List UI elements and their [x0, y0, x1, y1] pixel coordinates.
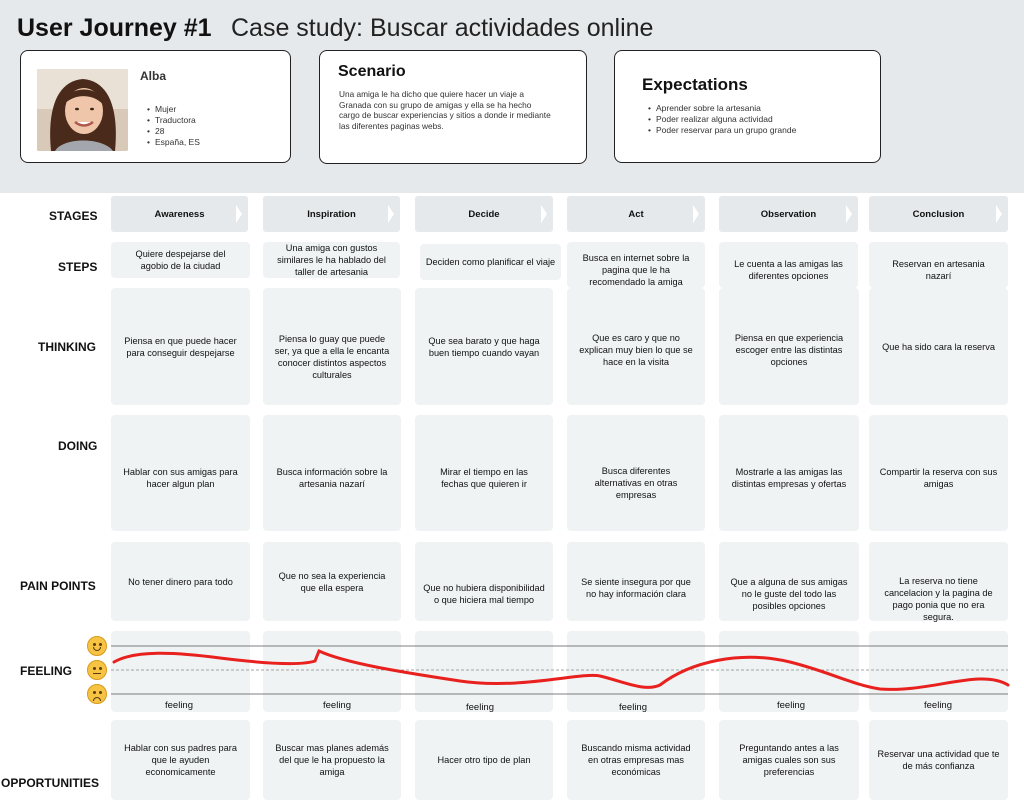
row-label-stages: STAGES — [49, 209, 98, 223]
expectations-card — [614, 50, 881, 163]
persona-gender: • Mujer — [147, 104, 200, 115]
persona-location: • España, ES — [147, 137, 200, 148]
feeling-cell-label: feeling — [924, 700, 952, 711]
step-cell: Quiere despejarse del agobio de la ciudad — [111, 242, 250, 278]
stage-act — [567, 196, 705, 232]
stage-label: Observation — [760, 208, 817, 220]
opportunity-cell: Hacer otro tipo de plan — [415, 720, 553, 800]
expectation-item: • Poder reservar para un grupo grande — [648, 125, 796, 136]
doing-cell: Mostrarle a las amigas las distintas empresas y ofertas — [719, 415, 859, 531]
pain-point-cell: Que a alguna de sus amigas no le guste del todo las posibles opciones — [719, 542, 859, 621]
row-label-doing: DOING — [58, 439, 98, 453]
persona-job: • Traductora — [147, 115, 200, 126]
doing-cell: Busca diferentes alternativas en otras empresas — [567, 415, 705, 531]
step-cell: Busca en internet sobre la pagina que le ha recomendado la amiga — [567, 242, 705, 288]
pain-point-cell: Se siente insegura por que no hay información clara — [567, 542, 705, 621]
neutral-face-icon — [87, 660, 107, 680]
thinking-cell: Que sea barato y que haga buen tiempo cuando vayan — [415, 288, 553, 405]
page-subtitle: Case study: Buscar actividades online — [231, 14, 654, 42]
expectations-list — [648, 103, 796, 136]
step-cell: Reservan en artesania nazarí — [869, 242, 1008, 288]
doing-cell: Compartir la reserva con sus amigas — [869, 415, 1008, 531]
row-label-thinking: THINKING — [38, 340, 96, 354]
feeling-curve-chart — [0, 630, 1024, 720]
feeling-cell-label: feeling — [323, 700, 351, 711]
opportunity-cell: Buscar mas planes además del que le ha propuesto la amiga — [263, 720, 401, 800]
row-label-pain-points: PAIN POINTS — [20, 579, 96, 593]
opportunity-cell: Hablar con sus padres para que le ayuden economicamente — [111, 720, 250, 800]
feeling-cell-label: feeling — [777, 700, 805, 711]
stage-observation — [719, 196, 858, 232]
opportunity-cell: Reservar una actividad que te de más confianza — [869, 720, 1008, 800]
stage-awareness — [111, 196, 248, 232]
scenario-title: Scenario — [338, 63, 406, 80]
feeling-cell-label: feeling — [619, 702, 647, 713]
stage-label: Inspiration — [307, 208, 356, 220]
expectation-item: • Aprender sobre la artesania — [648, 103, 796, 114]
chevron-right-icon — [846, 205, 852, 223]
thinking-cell: Piensa en que puede hacer para conseguir despejarse — [111, 288, 250, 405]
pain-point-cell: No tener dinero para todo — [111, 542, 250, 621]
persona-name: Alba — [140, 69, 167, 83]
step-cell: Deciden como planificar el viaje — [420, 244, 561, 280]
sad-face-icon — [87, 684, 107, 704]
step-cell: Le cuenta a las amigas las diferentes opciones — [719, 242, 858, 288]
thinking-cell: Que ha sido cara la reserva — [869, 288, 1008, 405]
step-cell: Una amiga con gustos similares le ha hablado del taller de artesania — [263, 242, 400, 278]
feeling-cell-label: feeling — [466, 702, 494, 713]
persona-details — [147, 104, 200, 148]
persona-photo — [37, 69, 128, 151]
expectation-item: • Poder realizar alguna actividad — [648, 114, 796, 125]
pain-point-cell: La reserva no tiene cancelacion y la pagina de pago ponia que no era segura. — [869, 542, 1008, 621]
scenario-text: Una amiga le ha dicho que quiere hacer un viaje a Granada con su grupo de amigas y ella se ha hecho cargo de buscar experiencias y sitios a donde ir mediante las diferentes paginas webs. — [339, 89, 551, 131]
thinking-cell: Piensa lo guay que puede ser, ya que a ella le encanta conocer distintos aspectos culturales — [263, 288, 401, 405]
page-title: User Journey #1 — [17, 14, 212, 42]
persona-card — [20, 50, 291, 163]
feeling-cell-label: feeling — [165, 700, 193, 711]
chevron-right-icon — [693, 205, 699, 223]
row-label-steps: STEPS — [58, 260, 98, 274]
row-label-opportunities: OPPORTUNITIES — [1, 776, 100, 790]
chevron-right-icon — [996, 205, 1002, 223]
smiling-face-icon — [87, 636, 107, 656]
scenario-card — [319, 50, 587, 164]
pain-point-cell: Que no hubiera disponibilidad o que hiciera mal tiempo — [415, 542, 553, 621]
stage-decide — [415, 196, 553, 232]
persona-portrait-icon — [37, 69, 128, 151]
chevron-right-icon — [541, 205, 547, 223]
thinking-cell: Piensa en que experiencia escoger entre las distintas opciones — [719, 288, 859, 405]
opportunity-cell: Preguntando antes a las amigas cuales son sus preferencias — [719, 720, 859, 800]
doing-cell: Mirar el tiempo en las fechas que quieren ir — [415, 415, 553, 531]
stage-label: Awareness — [154, 208, 205, 220]
stage-label: Decide — [468, 208, 500, 220]
expectations-title: Expectations — [642, 75, 748, 94]
persona-age: • 28 — [147, 126, 200, 137]
thinking-cell: Que es caro y que no explican muy bien lo que se hace en la visita — [567, 288, 705, 405]
stage-label: Conclusion — [912, 208, 965, 220]
chevron-right-icon — [388, 205, 394, 223]
stage-label: Act — [628, 208, 644, 220]
pain-point-cell: Que no sea la experiencia que ella espera — [263, 542, 401, 621]
doing-cell: Busca información sobre la artesania nazarí — [263, 415, 401, 531]
stage-inspiration — [263, 196, 400, 232]
chevron-right-icon — [236, 205, 242, 223]
opportunity-cell: Buscando misma actividad en otras empresas mas económicas — [567, 720, 705, 800]
doing-cell: Hablar con sus amigas para hacer algun plan — [111, 415, 250, 531]
row-label-feeling: FEELING — [20, 664, 73, 678]
stage-conclusion — [869, 196, 1008, 232]
